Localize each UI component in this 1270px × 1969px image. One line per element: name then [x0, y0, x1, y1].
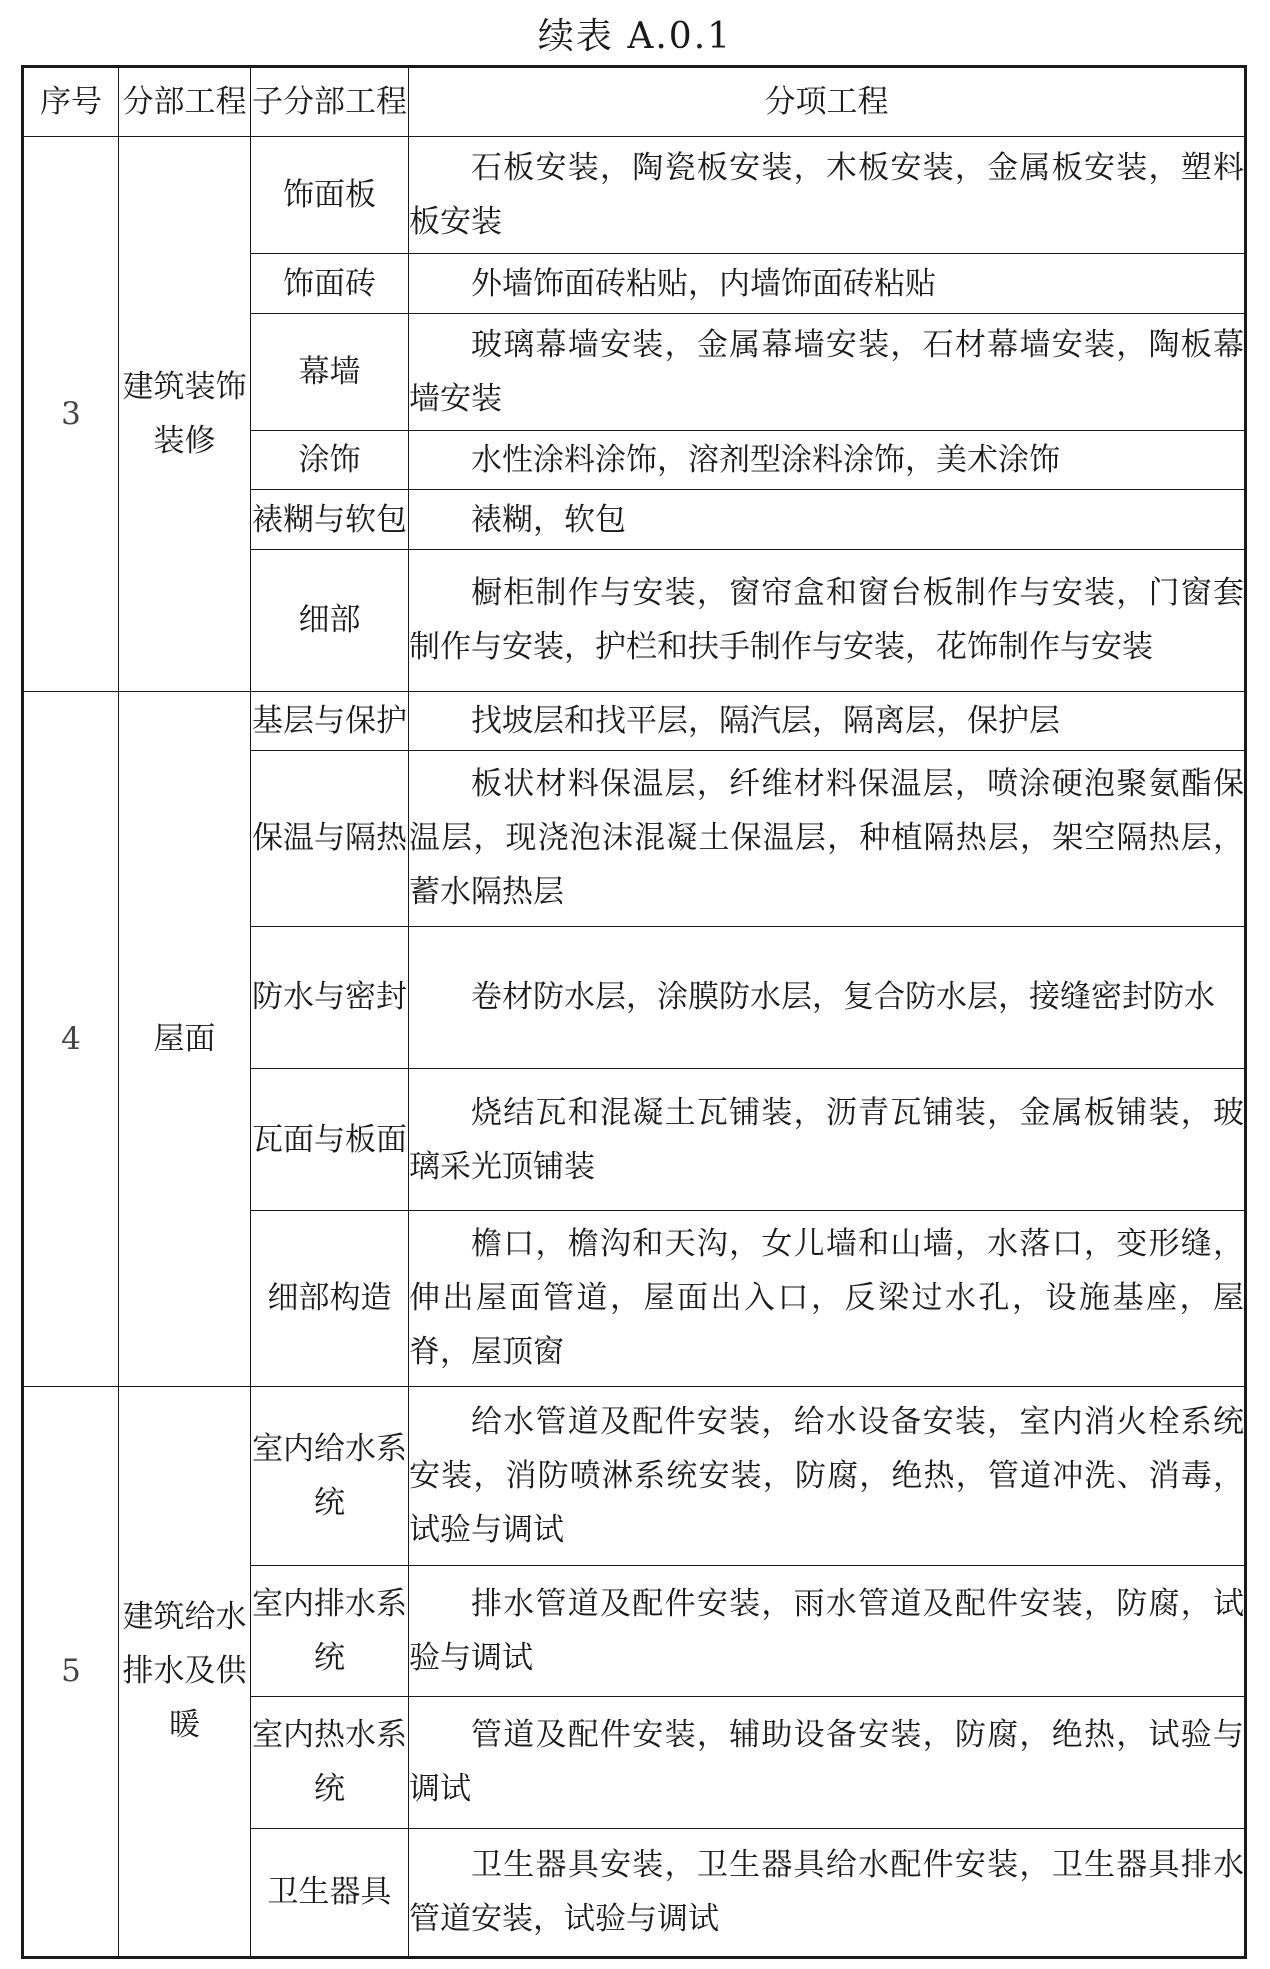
subdivision-cell: 保温与隔热 — [251, 751, 409, 927]
items-cell: 卫生器具安装，卫生器具给水配件安装，卫生器具排水管道安装，试验与调试 — [409, 1828, 1246, 1957]
subdivision-cell: 基层与保护 — [251, 691, 409, 750]
items-cell: 管道及配件安装，辅助设备安装，防腐，绝热，试验与调试 — [409, 1697, 1246, 1828]
items-cell: 水性涂料涂饰，溶剂型涂料涂饰，美术涂饰 — [409, 431, 1246, 490]
header-seq: 序号 — [23, 67, 119, 137]
header-division: 分部工程 — [119, 67, 251, 137]
items-cell: 给水管道及配件安装，给水设备安装，室内消火栓系统安装，消防喷淋系统安装，防腐，绝热，管道冲洗、消毒，试验与调试 — [409, 1386, 1246, 1565]
subdivision-cell: 裱糊与软包 — [251, 490, 409, 549]
subdivision-cell: 防水与密封 — [251, 926, 409, 1068]
subdivision-cell: 室内排水系统 — [251, 1565, 409, 1696]
items-cell: 烧结瓦和混凝土瓦铺装，沥青瓦铺装，金属板铺装，玻璃采光顶铺装 — [409, 1068, 1246, 1210]
subdivision-cell: 室内给水系统 — [251, 1386, 409, 1565]
table-row — [23, 1386, 1246, 1565]
subdivision-cell: 涂饰 — [251, 431, 409, 490]
items-cell: 板状材料保温层，纤维材料保温层，喷涂硬泡聚氨酯保温层，现浇泡沫混凝土保温层，种植隔热层，架空隔热层，蓄水隔热层 — [409, 751, 1246, 927]
division-cell: 屋面 — [119, 691, 251, 1386]
items-cell: 玻璃幕墙安装，金属幕墙安装，石材幕墙安装，陶板幕墙安装 — [409, 313, 1246, 430]
items-cell: 橱柜制作与安装，窗帘盒和窗台板制作与安装，门窗套制作与安装，护栏和扶手制作与安装，花饰制作与安装 — [409, 549, 1246, 691]
table-body — [23, 137, 1246, 1958]
subdivision-cell: 饰面板 — [251, 137, 409, 254]
construction-division-table — [21, 65, 1247, 1959]
table-row — [23, 691, 1246, 750]
seq-cell: 3 — [23, 137, 119, 692]
seq-cell: 4 — [23, 691, 119, 1386]
division-cell: 建筑给水排水及供暖 — [119, 1386, 251, 1957]
items-cell: 卷材防水层，涂膜防水层，复合防水层，接缝密封防水 — [409, 926, 1246, 1068]
table-row — [23, 137, 1246, 254]
header-items: 分项工程 — [409, 67, 1246, 137]
subdivision-cell: 室内热水系统 — [251, 1697, 409, 1828]
items-cell: 裱糊，软包 — [409, 490, 1246, 549]
division-cell: 建筑装饰装修 — [119, 137, 251, 692]
subdivision-cell: 饰面砖 — [251, 254, 409, 313]
table-caption: 续表 A.0.1 — [537, 16, 733, 57]
items-cell: 外墙饰面砖粘贴，内墙饰面砖粘贴 — [409, 254, 1246, 313]
subdivision-cell: 瓦面与板面 — [251, 1068, 409, 1210]
items-cell: 排水管道及配件安装，雨水管道及配件安装，防腐，试验与调试 — [409, 1565, 1246, 1696]
subdivision-cell: 细部 — [251, 549, 409, 691]
seq-cell: 5 — [23, 1386, 119, 1957]
subdivision-cell: 细部构造 — [251, 1211, 409, 1387]
subdivision-cell: 幕墙 — [251, 313, 409, 430]
items-cell: 石板安装，陶瓷板安装，木板安装，金属板安装，塑料板安装 — [409, 137, 1246, 254]
items-cell: 檐口，檐沟和天沟，女儿墙和山墙，水落口，变形缝，伸出屋面管道，屋面出入口，反梁过水孔，设施基座，屋脊，屋顶窗 — [409, 1211, 1246, 1387]
table-header-row — [23, 67, 1246, 137]
subdivision-cell: 卫生器具 — [251, 1828, 409, 1957]
header-subdivision: 子分部工程 — [251, 67, 409, 137]
items-cell: 找坡层和找平层，隔汽层，隔离层，保护层 — [409, 691, 1246, 750]
